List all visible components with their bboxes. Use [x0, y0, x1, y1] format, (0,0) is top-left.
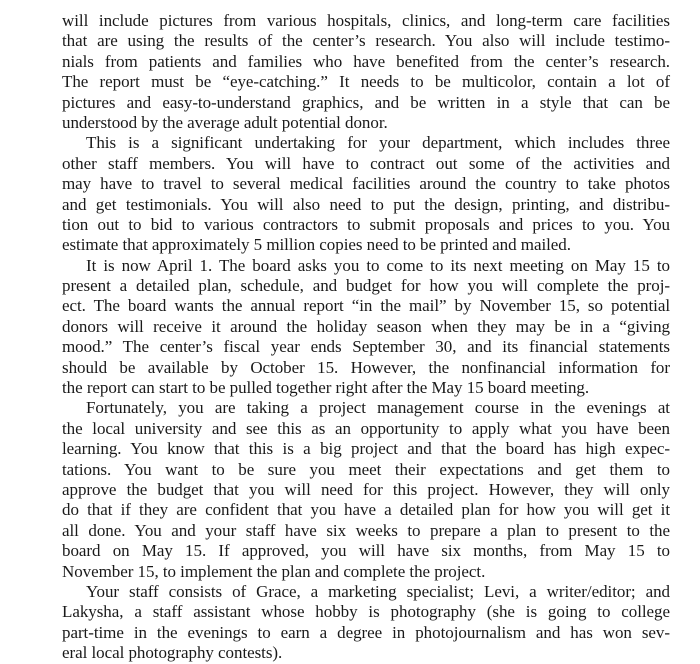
text-line: The report must be “eye-catching.” It needs to be multicolor, contain a lot of	[62, 72, 670, 92]
text-line: Lakysha, a staff assistant whose hobby is photography (she is going to college	[62, 602, 670, 622]
text-line: should be available by October 15. However, the nonfinancial information for	[62, 357, 670, 377]
body-text	[62, 11, 670, 664]
text-line: board on May 15. If approved, you will have six months, from May 15 to	[62, 541, 670, 561]
text-line: the report can start to be pulled together right after the May 15 board meeting.	[62, 378, 590, 398]
text-line: nials from patients and families who have benefited from the center’s research.	[62, 51, 670, 71]
text-line: may have to travel to several medical facilities around the country to take photos	[62, 174, 670, 194]
text-line: part-time in the evenings to earn a degree in photojournalism and has won sev-	[62, 622, 670, 642]
text-line: other staff members. You will have to contract out some of the activities and	[62, 153, 670, 173]
text-line: understood by the average adult potential donor.	[62, 112, 388, 132]
text-line: mood.” The center’s fiscal year ends September 30, and its financial statements	[62, 337, 670, 357]
text-line: pictures and easy-to-understand graphics, and be written in a style that can be	[62, 92, 670, 112]
text-line: This is a significant undertaking for your department, which includes three	[86, 133, 670, 153]
text-line: November 15, to implement the plan and complete the project.	[62, 561, 486, 581]
text-line: will include pictures from various hospitals, clinics, and long-term care facilities	[62, 11, 670, 30]
text-line: all done. You and your staff have six weeks to prepare a plan to present to the	[62, 520, 670, 540]
text-line: Your staff consists of Grace, a marketing specialist; Levi, a writer/editor; and	[86, 581, 670, 601]
text-line: approve the budget that you will need for this project. However, they will only	[62, 479, 670, 499]
text-line: learning. You know that this is a big project and that the board has high expec-	[62, 439, 670, 459]
text-line: eral local photography contests).	[62, 643, 283, 663]
text-line: It is now April 1. The board asks you to come to its next meeting on May 15 to	[86, 255, 670, 275]
text-line: estimate that approximately 5 million copies need to be printed and mailed.	[62, 235, 571, 255]
text-line: that are using the results of the center’s research. You also will include testimo-	[62, 31, 670, 51]
text-line: do that if they are confident that you have a detailed plan for how you will get it	[62, 500, 670, 520]
text-line: donors will receive it around the holiday season when they may be in a “giving	[62, 316, 670, 336]
text-line: ect. The board wants the annual report “in the mail” by November 15, so potential	[62, 296, 670, 316]
text-line: Fortunately, you are taking a project management course in the evenings at	[86, 398, 670, 418]
text-line: and get testimonials. You will also need to put the design, printing, and distribu-	[62, 194, 670, 214]
text-line: tion out to bid to various contractors to submit proposals and prices to you. You	[62, 214, 670, 234]
text-line: the local university and see this as an opportunity to apply what you have been	[62, 418, 670, 438]
text-line: present a detailed plan, schedule, and budget for how you will complete the proj-	[62, 276, 670, 296]
text-line: tations. You want to be sure you meet their expectations and get them to	[62, 459, 670, 479]
